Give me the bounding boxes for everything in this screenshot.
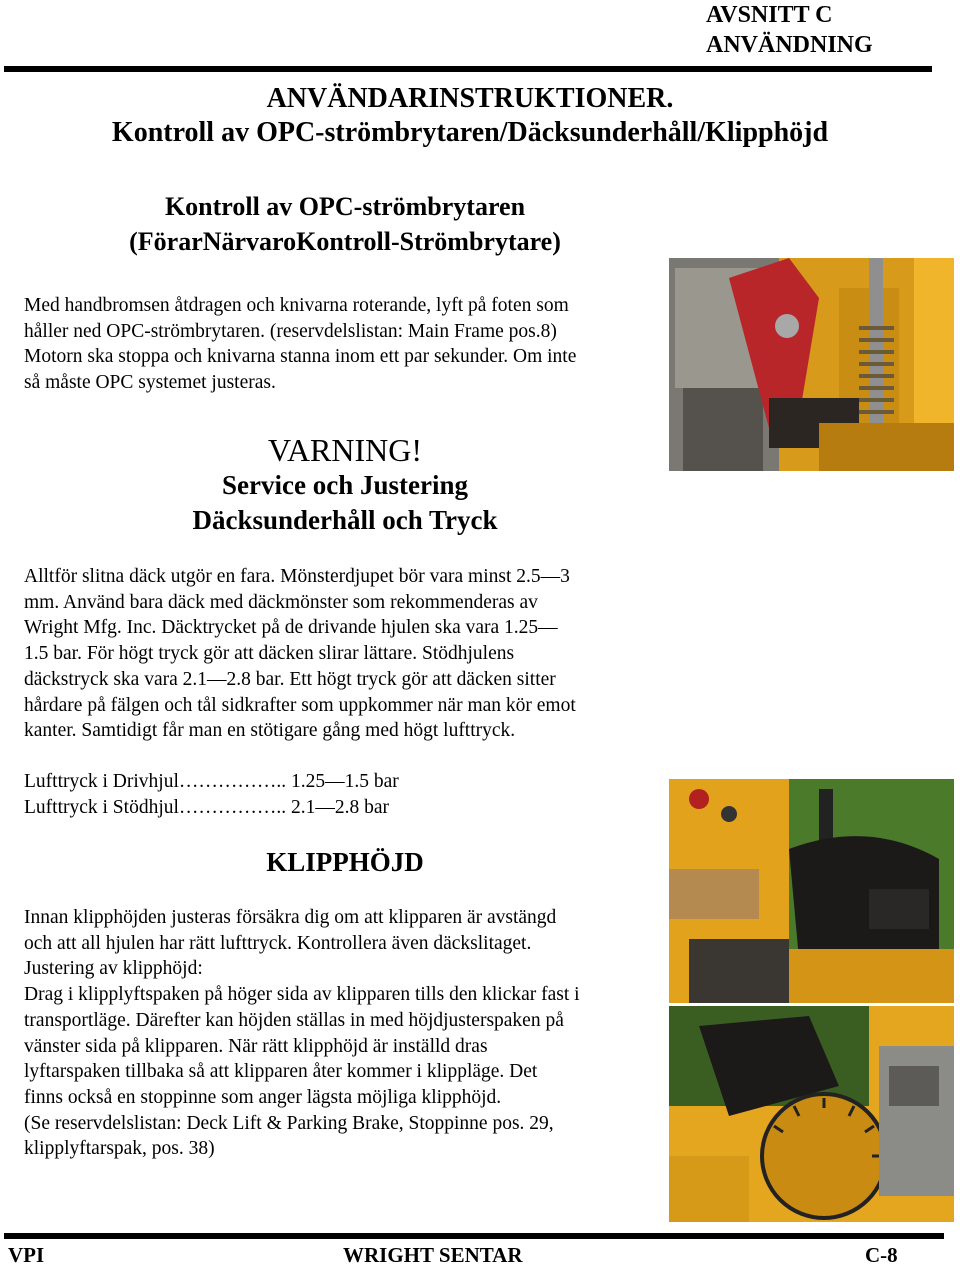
opc-line: så måste OPC systemet justeras. <box>24 372 276 394</box>
tire-pressure-label: Lufttryck i Stödhjul…………….. <box>24 796 287 818</box>
tire-line: Alltför slitna däck utgör en fara. Mönsterdjupet bör vara minst 2.5—3 <box>24 566 570 587</box>
height-adjuster-photo <box>669 1006 954 1222</box>
tire-pressure-list <box>24 769 644 820</box>
cut-height-line: klipplyftarspak, pos. 38) <box>24 1138 215 1160</box>
opc-line: håller ned OPC-strömbrytaren. (reservdelslistan: Main Frame pos.8) <box>24 320 557 342</box>
tire-line: 1.5 bar. För högt tryck gör att däcken slirar lättare. Stödhjulens <box>24 643 515 665</box>
section-label: AVSNITT C <box>706 2 833 28</box>
warning-heading-line1: Service och Justering <box>222 470 468 500</box>
opc-heading <box>0 189 690 259</box>
warning-heading <box>0 468 690 538</box>
header-rule <box>4 66 932 72</box>
opc-heading-line2: (FörarNärvaroKontroll-Strömbrytare) <box>129 227 561 256</box>
cut-height-line: finns också en stoppinne som anger lägsta möjliga klipphöjd. <box>24 1086 502 1108</box>
opc-heading-line1: Kontroll av OPC-strömbrytaren <box>164 192 526 221</box>
tire-pressure-value: 2.1—2.8 bar <box>291 796 390 818</box>
cut-height-line: (Se reservdelslistan: Deck Lift & Parking Brake, Stoppinne pos. 29, <box>24 1112 554 1134</box>
tire-line: hårdare på fälgen och tål sidkrafter som uppkommer när man kör emot <box>24 694 576 716</box>
cut-height-paragraph <box>24 905 674 1162</box>
tire-line: kanter. Samtidigt får man en stötigare gång med högt lufttryck. <box>24 720 516 742</box>
tire-line: däckstryck ska vara 2.1—2.8 bar. Ett högt tryck gör att däcken sitter <box>24 668 556 690</box>
cut-height-line: Drag i klipplyftspaken på höger sida av klipparen tills den klickar fast i <box>24 984 580 1006</box>
opc-line: Motorn ska stoppa och knivarna stanna inom ett par sekunder. Om inte <box>24 346 577 368</box>
footer-rule <box>4 1233 944 1239</box>
tire-paragraph <box>24 564 674 744</box>
footer-right: C-8 <box>865 1243 898 1267</box>
page-title-line2: Kontroll av OPC-strömbrytaren/Däcksunderhåll/Klipphöjd <box>111 117 829 148</box>
warning-label: VARNING! <box>267 432 423 468</box>
cut-height-line: vänster sida på klipparen. När rätt klipphöjd är inställd dras <box>24 1035 488 1057</box>
tire-pressure-label: Lufttryck i Drivhjul…………….. <box>24 771 287 792</box>
opc-paragraph <box>24 293 674 396</box>
opc-switch-photo <box>669 258 954 471</box>
opc-line: Med handbromsen åtdragen och knivarna roterande, lyft på foten som <box>24 295 569 316</box>
cut-height-line: transportläge. Därefter kan höjden ställas in med höjdjusterspaken på <box>24 1009 564 1031</box>
tire-line: mm. Använd bara däck med däckmönster som rekommenderas av <box>24 591 538 613</box>
subsection-label: ANVÄNDNING <box>706 32 873 58</box>
cut-height-line: Justering av klipphöjd: <box>24 958 203 980</box>
lift-lever-photo <box>669 779 954 1003</box>
page-title <box>0 82 940 150</box>
cut-height-line: och att all hjulen har rätt lufttryck. Kontrollera även däckslitaget. <box>24 932 532 954</box>
cut-height-heading: KLIPPHÖJD <box>266 847 424 877</box>
tire-pressure-row <box>24 769 644 795</box>
tire-line: Wright Mfg. Inc. Däcktrycket på de drivande hjulen ska vara 1.25— <box>24 617 558 639</box>
tire-pressure-row <box>24 795 644 821</box>
warning-heading-line2: Däcksunderhåll och Tryck <box>192 505 498 535</box>
footer-center: WRIGHT SENTAR <box>343 1243 523 1267</box>
tire-pressure-value: 1.25—1.5 bar <box>291 771 399 792</box>
page-title-line1: ANVÄNDARINSTRUKTIONER. <box>266 83 674 114</box>
cut-height-line: Innan klipphöjden justeras försäkra dig om att klipparen är avstängd <box>24 907 557 928</box>
footer-left: VPI <box>8 1243 45 1267</box>
cut-height-line: lyftarspaken tillbaka så att klipparen åter kommer i klippläge. Det <box>24 1061 538 1083</box>
section-header <box>706 0 906 60</box>
